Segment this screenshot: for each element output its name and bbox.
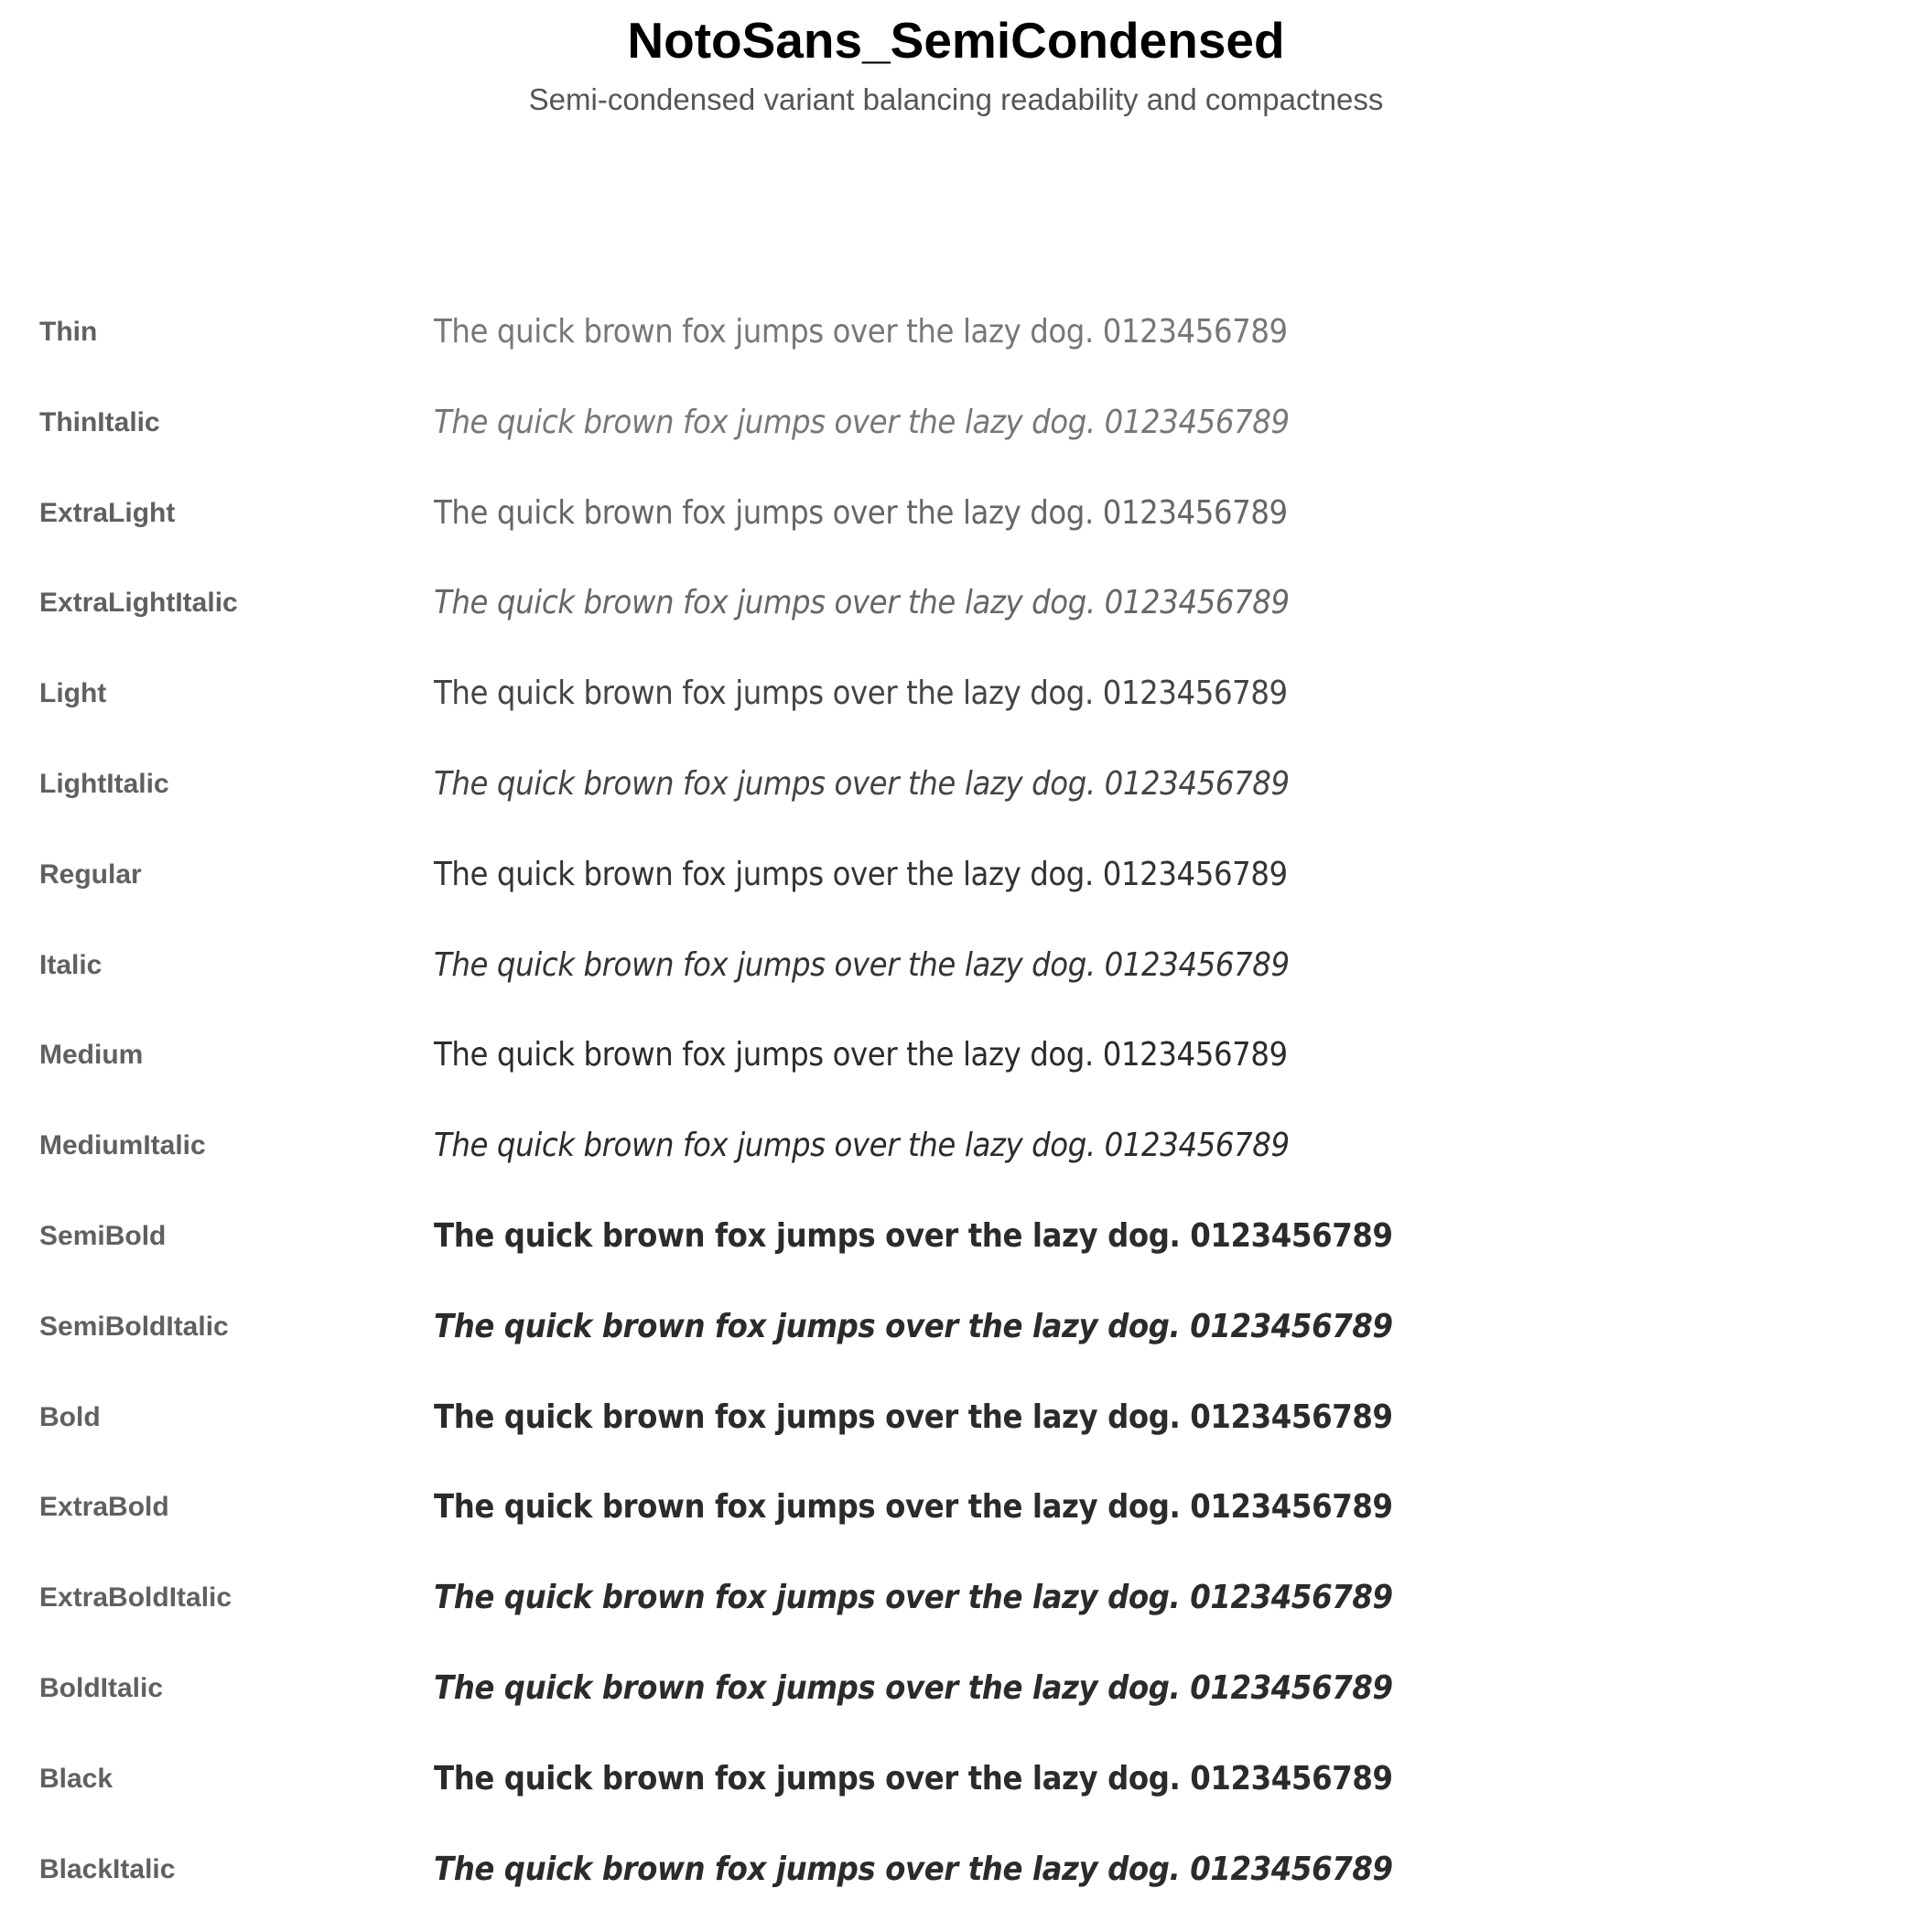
weight-label: SemiBoldItalic [39,1311,229,1342]
sample-text: The quick brown fox jumps over the lazy dog. 0123456789 [434,1398,1393,1436]
specimen-row [0,938,1912,1029]
specimen-row [0,1752,1912,1842]
page-subtitle: Semi-condensed variant balancing readability and compactness [528,82,1384,116]
specimen-row [0,1300,1912,1390]
specimen-row [0,1209,1912,1300]
specimen-row [0,486,1912,577]
weight-label: LightItalic [39,768,169,799]
page-title: NotoSans_SemiCondensed [627,12,1285,69]
sample-text: The quick brown fox jumps over the lazy dog. 0123456789 [434,1668,1393,1707]
specimen-row [0,576,1912,666]
specimen-row [0,1480,1912,1570]
font-specimen-list [0,305,1912,1932]
sample-text: The quick brown fox jumps over the lazy dog. 0123456789 [434,313,1288,351]
sample-text: The quick brown fox jumps over the lazy dog. 0123456789 [434,493,1288,532]
weight-label: Black [39,1763,113,1794]
weight-label: Regular [39,858,142,890]
specimen-row [0,1661,1912,1752]
specimen-row [0,1842,1912,1932]
specimen-row [0,1570,1912,1661]
sample-text: The quick brown fox jumps over the lazy dog. 0123456789 [434,945,1290,984]
weight-label: SemiBold [39,1220,167,1251]
specimen-row [0,1390,1912,1481]
weight-label: Bold [39,1401,101,1432]
weight-label: Light [39,678,107,709]
sample-text: The quick brown fox jumps over the lazy dog. 0123456789 [434,855,1288,893]
sample-text: The quick brown fox jumps over the lazy dog. 0123456789 [434,764,1290,803]
sample-text: The quick brown fox jumps over the lazy dog. 0123456789 [434,1216,1393,1255]
sample-text: The quick brown fox jumps over the lazy dog. 0123456789 [434,403,1290,441]
specimen-row [0,395,1912,486]
specimen-row [0,757,1912,847]
weight-label: MediumItalic [39,1130,206,1161]
weight-label: ExtraLight [39,497,176,528]
sample-text: The quick brown fox jumps over the lazy dog. 0123456789 [434,1759,1393,1797]
sample-text: The quick brown fox jumps over the lazy dog. 0123456789 [434,1307,1393,1345]
specimen-row [0,305,1912,395]
sample-text: The quick brown fox jumps over the lazy dog. 0123456789 [434,675,1288,713]
weight-label: Thin [39,317,98,347]
specimen-row [0,1118,1912,1209]
weight-label: ExtraBold [39,1492,169,1523]
weight-label: ExtraBoldItalic [39,1582,232,1614]
weight-label: BlackItalic [39,1853,176,1884]
specimen-row [0,847,1912,938]
weight-label: ExtraLightItalic [39,588,238,619]
sample-text: The quick brown fox jumps over the lazy dog. 0123456789 [434,1127,1290,1165]
sample-text: The quick brown fox jumps over the lazy dog. 0123456789 [434,1579,1393,1617]
sample-text: The quick brown fox jumps over the lazy dog. 0123456789 [434,584,1290,622]
weight-label: Medium [39,1040,144,1071]
weight-label: Italic [39,949,103,980]
weight-label: BoldItalic [39,1672,164,1703]
sample-text: The quick brown fox jumps over the lazy dog. 0123456789 [434,1850,1393,1888]
specimen-row [0,1028,1912,1118]
sample-text: The quick brown fox jumps over the lazy dog. 0123456789 [434,1488,1393,1527]
sample-text: The quick brown fox jumps over the lazy dog. 0123456789 [434,1036,1288,1074]
weight-label: ThinItalic [39,406,160,437]
specimen-row [0,666,1912,757]
